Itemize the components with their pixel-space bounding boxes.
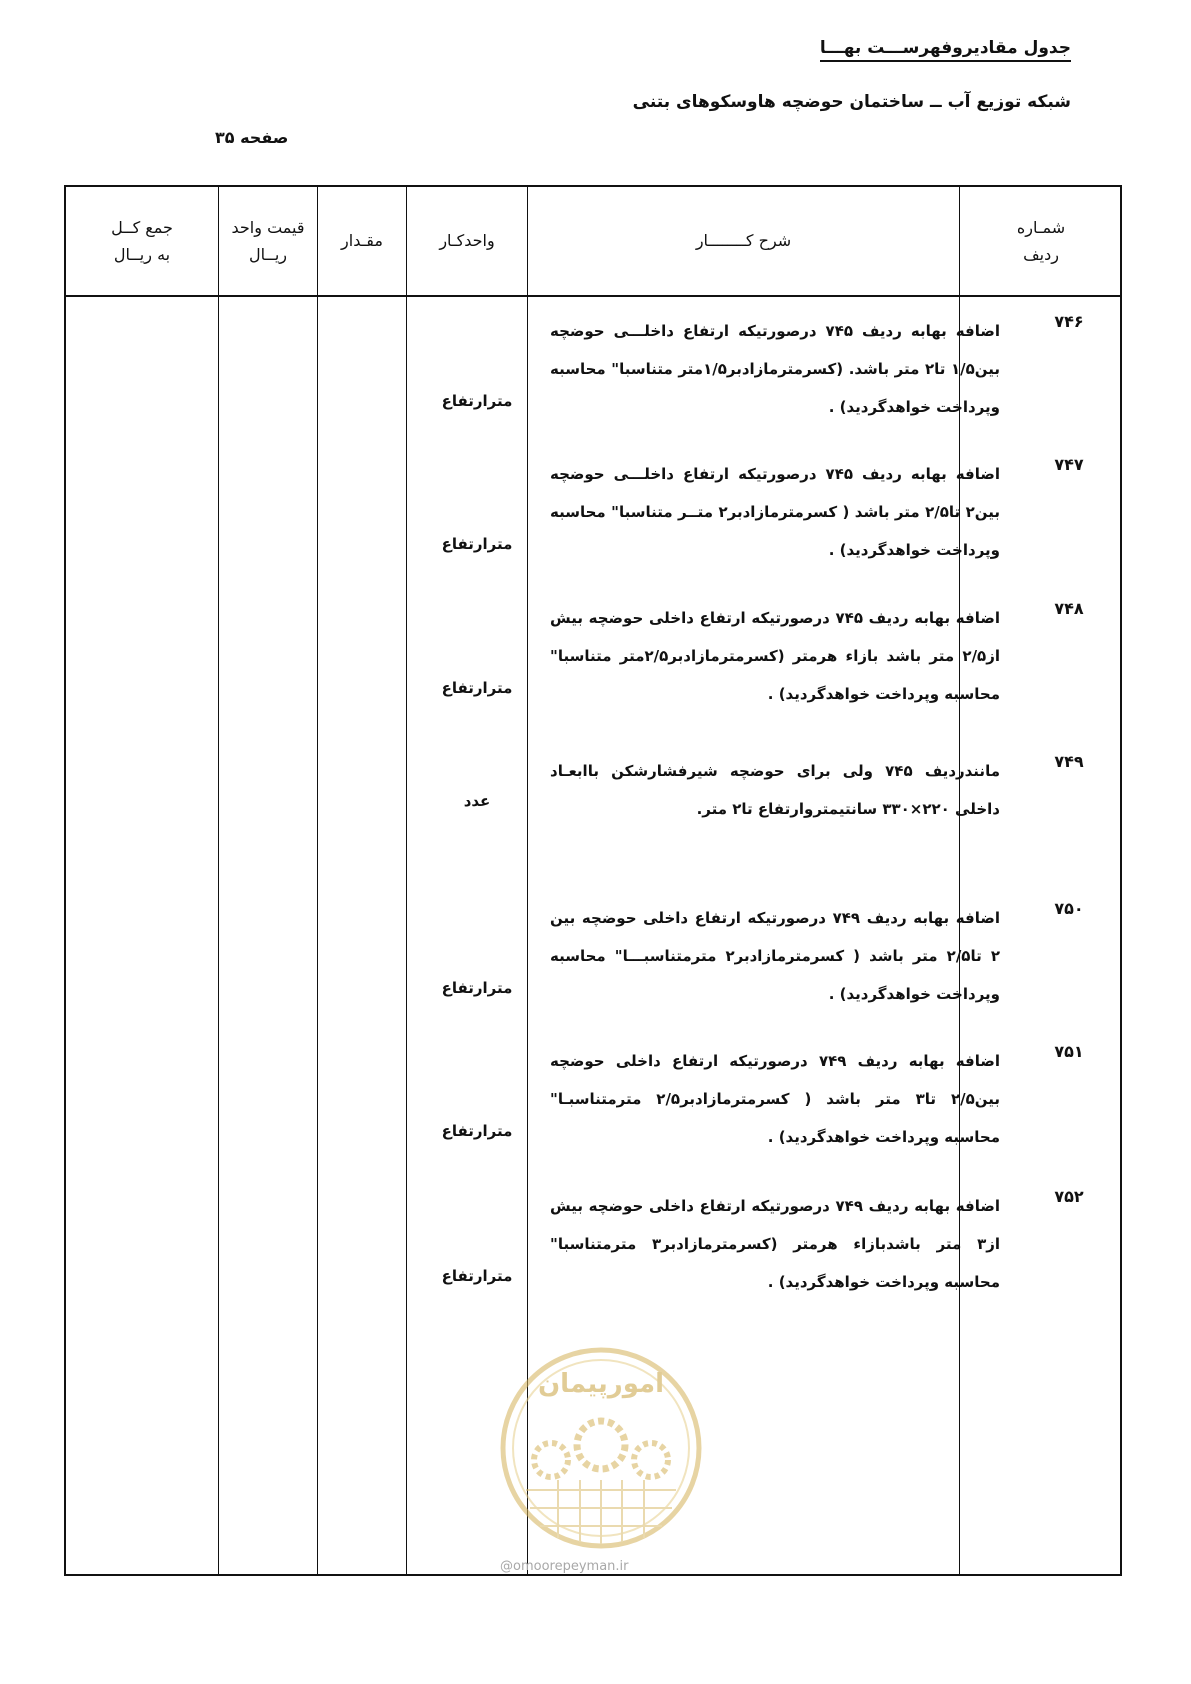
row-number: ۷۴۸: [1054, 599, 1084, 618]
header-quantity: مقـدار: [341, 231, 383, 251]
page-number: صفحه ۳۵: [215, 128, 289, 147]
header-total: جمع کــل به ریــال: [111, 217, 173, 264]
row-description: اضافه بهابه ردیف ۷۴۹ درصورتیکه ارتفاع داخلی حوضچه بیش از۳ متر باشدبازاء هرمتر (کسرمترمازادبر۳ مترمتناسبا" محاسبه وپرداخت خواهدگردید) .: [550, 1197, 1001, 1291]
row-description: مانندردیف ۷۴۵ ولی برای حوضچه شیرفشارشکن باابعـاد داخلی ۲۲۰×۳۳۰ سانتیمتروارتفاع تا۲ متر.: [550, 762, 1000, 818]
row-unit: مترارتفاع: [441, 1267, 513, 1285]
row-number: ۷۴۶: [1054, 312, 1084, 331]
row-description: اضافه بهابه ردیف ۷۴۵ درصورتیکه ارتفاع داخلـــی حوضچه بین۲ تا۲/۵ متر باشد ( کسرمترمازادبر۲ متــر متناسبا" محاسبه وپرداخت خواهدگردید) .: [550, 465, 1000, 559]
row-number: ۷۴۹: [1054, 752, 1084, 771]
watermark-logo-text: امورپیمان: [537, 1369, 665, 1399]
column-divider: [406, 187, 407, 1574]
header-unit: واحدکـار: [439, 231, 495, 251]
header-row-number: شمـاره ردیف: [1016, 217, 1066, 264]
watermark-logo-icon: [496, 1330, 706, 1565]
watermark-url: @omoorepeyman.ir: [500, 1559, 629, 1574]
header-description: شرح کــــــــار: [695, 231, 792, 251]
header-divider: [66, 295, 1120, 297]
row-unit: عدد: [463, 792, 491, 810]
row-description: اضافه بهابه ردیف ۷۴۵ درصورتیکه ارتفاع داخلی حوضچه بیش از۲/۵ متر باشد بازاء هرمتر (کسرمترمازادبر۲/۵متر متناسبا" محاسبه وپرداخت خواهدگردید) .: [550, 609, 1000, 703]
column-divider: [218, 187, 219, 1574]
header-unit-price: قیمت واحد ریــال: [231, 217, 305, 264]
row-unit: مترارتفاع: [441, 535, 513, 553]
row-unit: مترارتفاع: [441, 392, 513, 410]
row-number: ۷۵۲: [1054, 1187, 1084, 1206]
row-description: اضافه بهابه ردیف ۷۴۹ درصورتیکه ارتفاع داخلی حوضچه بین۲/۵ تا۳ متر باشد ( کسرمترمازادبر۲/۵ مترمتناسبـا" محاسبه وپرداخت خواهدگردید) .: [550, 1052, 1000, 1146]
row-number: ۷۵۱: [1054, 1042, 1084, 1061]
page-title: جدول مقادیروفهرســـت بهـــا: [820, 38, 1071, 62]
column-divider: [317, 187, 318, 1574]
row-description: اضافه بهابه ردیف ۷۴۵ درصورتیکه ارتفاع داخلـــی حوضچه بین۱/۵ تا۲ متر باشد. (کسرمترمازادبر۱/۵متر متناسبا" محاسبه وپرداخت خواهدگردید) .: [550, 322, 1000, 416]
row-unit: مترارتفاع: [441, 979, 513, 997]
row-number: ۷۵۰: [1054, 899, 1084, 918]
row-number: ۷۴۷: [1054, 455, 1084, 474]
row-unit: مترارتفاع: [441, 1122, 513, 1140]
row-description: اضافه بهابه ردیف ۷۴۹ درصورتیکه ارتفاع داخلی حوضچه بین ۲ تا۲/۵ متر باشد ( کسرمترمازادبر۲ مترمتناسبـــا" محاسبه وپرداخت خواهدگردید) .: [550, 909, 1000, 1003]
row-unit: مترارتفاع: [441, 679, 513, 697]
page-subtitle: شبکه توزیع آب ــ ساختمان حوضچه هاوسکوهای بتنی: [632, 92, 1071, 112]
